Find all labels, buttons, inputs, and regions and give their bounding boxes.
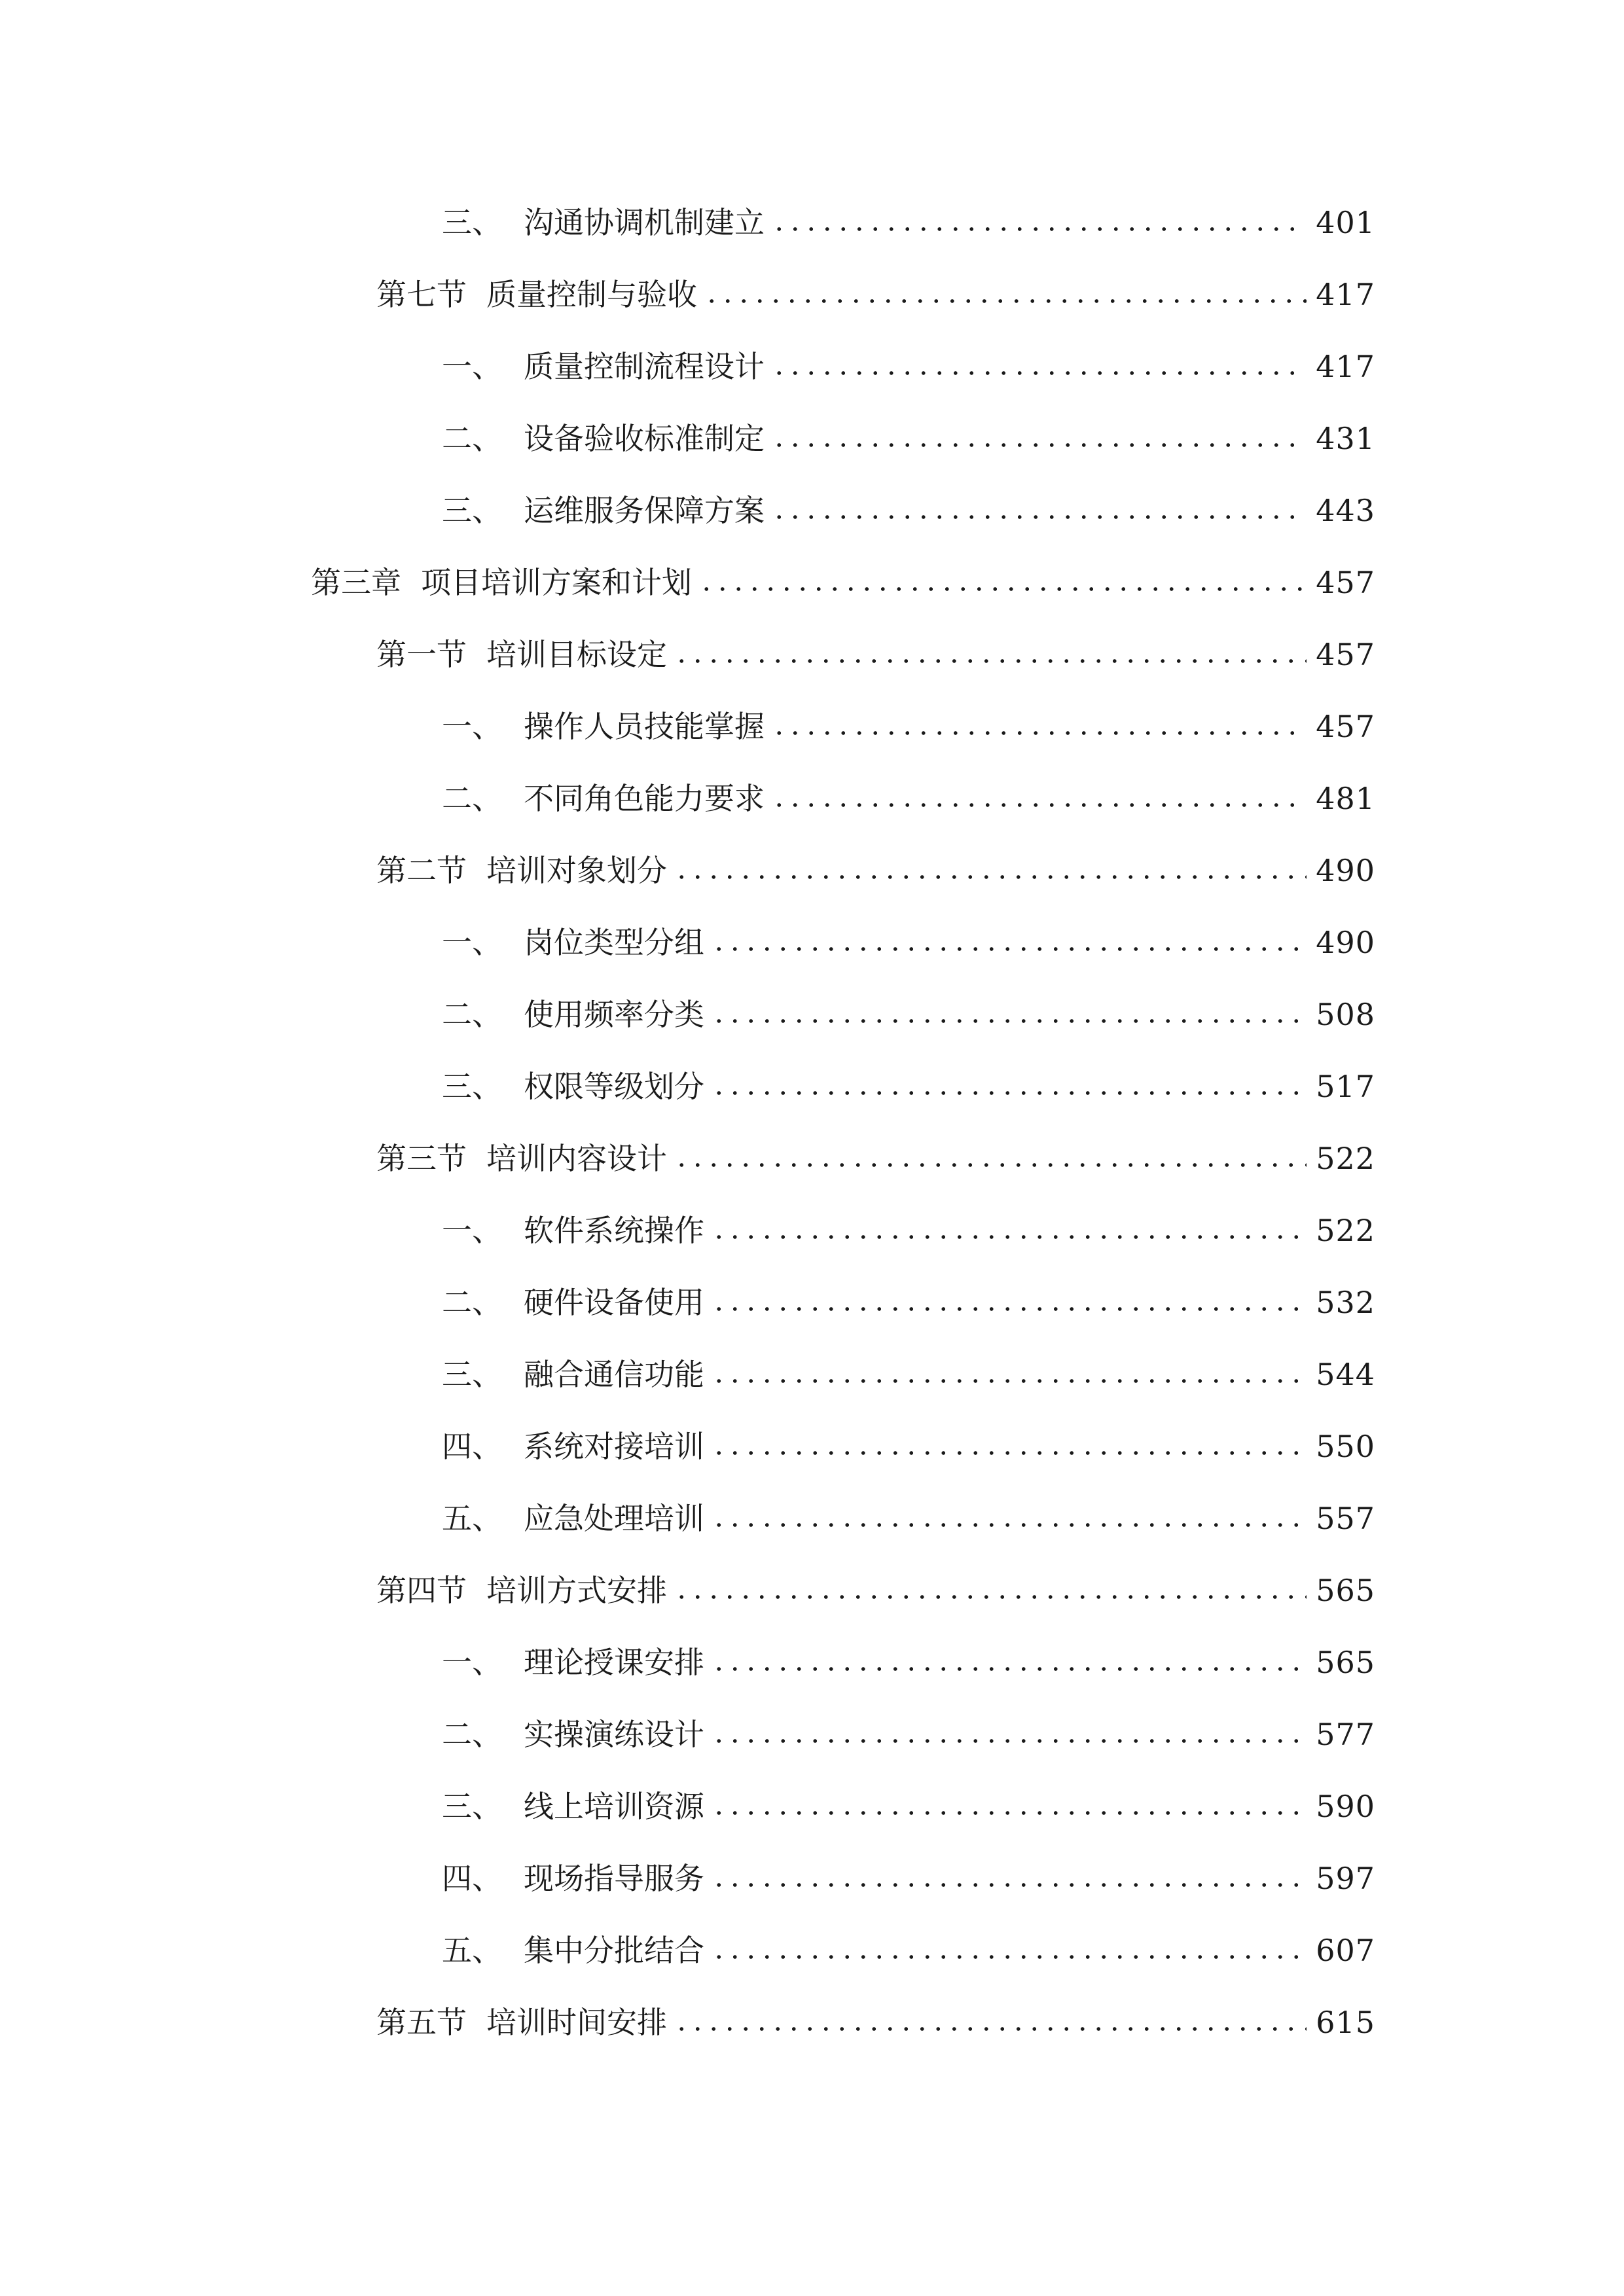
toc-dot-leader: [704, 299, 1307, 303]
toc-entry-number: 三、: [442, 493, 502, 528]
toc-entry[interactable]: [0, 978, 1624, 1050]
toc-entry[interactable]: [0, 259, 1624, 331]
toc-dot-leader: [674, 1595, 1307, 1599]
toc-entry[interactable]: [0, 1914, 1624, 1986]
toc-page-number: 522: [1316, 1213, 1375, 1248]
toc-page-number: 590: [1316, 1789, 1375, 1824]
toc-entry-number: 一、: [442, 1645, 502, 1680]
toc-entry-title: 现场指导服务: [524, 1861, 704, 1896]
toc-entry-label: [376, 1573, 667, 1608]
toc-dot-leader: [771, 515, 1307, 519]
toc-page-number: 457: [1316, 709, 1375, 744]
toc-entry-label: [442, 1789, 704, 1824]
toc-entry[interactable]: [0, 187, 1624, 259]
toc-entry-label: [442, 1861, 704, 1896]
table-of-contents: [0, 187, 1624, 2058]
toc-page-number: 532: [1316, 1285, 1375, 1320]
toc-entry[interactable]: [0, 1554, 1624, 1626]
toc-page-number: 565: [1316, 1645, 1375, 1680]
toc-page-number: 550: [1316, 1429, 1375, 1464]
toc-page-number: 565: [1316, 1573, 1375, 1608]
toc-dot-leader: [674, 875, 1307, 879]
toc-entry-number: 一、: [442, 709, 502, 744]
toc-dot-leader: [711, 1235, 1307, 1239]
toc-entry-label: [442, 1431, 704, 1462]
toc-entry-number: 三、: [442, 1789, 502, 1824]
toc-page-number: 457: [1316, 637, 1375, 672]
toc-page-number: 417: [1316, 277, 1375, 312]
toc-entry-title: 线上培训资源: [524, 1789, 704, 1824]
toc-entry-title: 培训目标设定: [486, 637, 667, 672]
toc-entry-number: 一、: [442, 925, 502, 960]
toc-dot-leader: [711, 1019, 1307, 1023]
toc-entry-number: 一、: [442, 1213, 502, 1248]
toc-entry[interactable]: [0, 906, 1624, 978]
toc-entry-title: 运维服务保障方案: [524, 493, 765, 528]
toc-entry-title: 硬件设备使用: [524, 1285, 704, 1320]
toc-dot-leader: [711, 1667, 1307, 1671]
toc-entry-number: 第三章: [311, 565, 401, 600]
toc-entry-number: 三、: [442, 1357, 502, 1392]
toc-entry-title: 使用频率分类: [524, 997, 704, 1032]
toc-page-number: 490: [1316, 925, 1375, 960]
toc-entry-label: [376, 1143, 667, 1174]
toc-entry[interactable]: [0, 762, 1624, 834]
toc-dot-leader: [771, 731, 1307, 735]
toc-page-number: 615: [1316, 2005, 1375, 2040]
toc-entry-number: 二、: [442, 781, 502, 816]
toc-dot-leader: [711, 1883, 1307, 1887]
toc-entry-label: [442, 711, 765, 742]
toc-entry-label: [442, 351, 765, 382]
toc-entry-label: [442, 1071, 704, 1102]
toc-entry-title: 融合通信功能: [524, 1357, 704, 1392]
toc-entry-title: 沟通协调机制建立: [524, 205, 765, 240]
toc-entry-title: 系统对接培训: [524, 1429, 704, 1464]
toc-entry[interactable]: [0, 1698, 1624, 1770]
toc-entry-title: 操作人员技能掌握: [524, 709, 765, 744]
toc-entry[interactable]: [0, 1194, 1624, 1266]
toc-dot-leader: [771, 371, 1307, 375]
toc-page-number: 517: [1316, 1069, 1375, 1104]
toc-entry-number: 第一节: [376, 637, 467, 672]
toc-entry-title: 岗位类型分组: [524, 925, 704, 960]
toc-entry[interactable]: [0, 1770, 1624, 1842]
toc-entry-title: 权限等级划分: [524, 1069, 704, 1104]
toc-entry-title: 质量控制与验收: [486, 277, 697, 312]
toc-entry[interactable]: [0, 834, 1624, 906]
toc-entry-title: 软件系统操作: [524, 1213, 704, 1248]
toc-entry-number: 五、: [442, 1501, 502, 1536]
toc-page-number: 508: [1316, 997, 1375, 1032]
toc-dot-leader: [771, 803, 1307, 807]
toc-entry-number: 四、: [442, 1429, 502, 1464]
toc-entry-title: 实操演练设计: [524, 1717, 704, 1752]
toc-entry-label: [442, 783, 765, 814]
toc-entry-number: 第五节: [376, 2005, 467, 2040]
toc-entry-label: [442, 927, 704, 958]
toc-entry-title: 项目培训方案和计划: [421, 565, 692, 600]
toc-dot-leader: [771, 443, 1307, 447]
toc-dot-leader: [674, 2027, 1307, 2031]
toc-entry-number: 五、: [442, 1933, 502, 1968]
toc-entry[interactable]: [0, 1842, 1624, 1914]
toc-entry-title: 不同角色能力要求: [524, 781, 765, 816]
toc-entry-number: 第二节: [376, 853, 467, 888]
toc-page-number: 522: [1316, 1141, 1375, 1176]
toc-entry-title: 集中分批结合: [524, 1933, 704, 1968]
toc-entry[interactable]: [0, 1266, 1624, 1338]
toc-entry-number: 第七节: [376, 277, 467, 312]
toc-entry-number: 二、: [442, 421, 502, 456]
toc-entry[interactable]: [0, 1050, 1624, 1122]
toc-dot-leader: [711, 947, 1307, 951]
toc-entry-title: 质量控制流程设计: [524, 349, 765, 384]
toc-dot-leader: [711, 1523, 1307, 1527]
toc-entry-title: 应急处理培训: [524, 1501, 704, 1536]
toc-entry-number: 二、: [442, 1285, 502, 1320]
toc-entry[interactable]: [0, 547, 1624, 619]
toc-entry-title: 培训内容设计: [486, 1141, 667, 1176]
toc-page-number: 401: [1316, 205, 1375, 240]
toc-page-number: 490: [1316, 853, 1375, 888]
toc-entry-label: [442, 1359, 704, 1390]
toc-dot-leader: [674, 659, 1307, 663]
toc-entry-label: [442, 1717, 704, 1752]
toc-dot-leader: [698, 587, 1307, 591]
toc-entry[interactable]: [0, 619, 1624, 691]
toc-page-number: 457: [1316, 565, 1375, 600]
toc-entry-label: [376, 855, 667, 886]
toc-entry-label: [442, 207, 765, 238]
toc-entry[interactable]: [0, 475, 1624, 547]
toc-page-number: 607: [1316, 1933, 1375, 1968]
toc-dot-leader: [711, 1307, 1307, 1311]
toc-entry[interactable]: [0, 331, 1624, 403]
toc-dot-leader: [711, 1955, 1307, 1959]
toc-entry-number: 二、: [442, 1717, 502, 1752]
toc-entry-title: 设备验收标准制定: [524, 421, 765, 456]
toc-entry-number: 三、: [442, 205, 502, 240]
toc-page-number: 577: [1316, 1717, 1375, 1752]
toc-dot-leader: [674, 1163, 1307, 1167]
toc-entry-label: [442, 1503, 704, 1534]
toc-entry-label: [376, 279, 697, 310]
toc-entry-label: [376, 2005, 667, 2040]
toc-entry-title: 培训时间安排: [486, 2005, 667, 2040]
toc-entry[interactable]: [0, 1482, 1624, 1554]
toc-page-number: 481: [1316, 781, 1375, 816]
toc-entry-label: [442, 495, 765, 526]
toc-dot-leader: [711, 1739, 1307, 1743]
toc-entry-label: [311, 567, 692, 598]
toc-entry-label: [442, 1215, 704, 1246]
toc-entry[interactable]: [0, 1986, 1624, 2058]
toc-dot-leader: [771, 227, 1307, 231]
toc-dot-leader: [711, 1811, 1307, 1815]
toc-page-number: 557: [1316, 1501, 1375, 1536]
toc-dot-leader: [711, 1091, 1307, 1095]
toc-entry[interactable]: [0, 1338, 1624, 1410]
toc-dot-leader: [711, 1379, 1307, 1383]
toc-entry[interactable]: [0, 1122, 1624, 1194]
toc-entry-number: 一、: [442, 349, 502, 384]
toc-entry[interactable]: [0, 1410, 1624, 1482]
toc-entry[interactable]: [0, 403, 1624, 475]
toc-entry-label: [442, 1287, 704, 1318]
toc-entry-label: [442, 423, 765, 454]
toc-entry-number: 三、: [442, 1069, 502, 1104]
toc-page-number: 443: [1316, 493, 1375, 528]
toc-entry-number: 第三节: [376, 1141, 467, 1176]
toc-entry-title: 培训方式安排: [486, 1573, 667, 1608]
toc-entry-label: [376, 639, 667, 670]
toc-entry[interactable]: [0, 691, 1624, 762]
toc-entry-label: [442, 1933, 704, 1968]
toc-entry-number: 第四节: [376, 1573, 467, 1608]
toc-entry-title: 理论授课安排: [524, 1645, 704, 1680]
toc-entry-number: 四、: [442, 1861, 502, 1896]
toc-entry-label: [442, 1645, 704, 1680]
toc-entry-label: [442, 999, 704, 1030]
toc-page-number: 417: [1316, 349, 1375, 384]
toc-entry[interactable]: [0, 1626, 1624, 1698]
toc-dot-leader: [711, 1451, 1307, 1455]
toc-entry-number: 二、: [442, 997, 502, 1032]
toc-page-number: 597: [1316, 1861, 1375, 1896]
toc-page-number: 544: [1316, 1357, 1375, 1392]
toc-page-number: 431: [1316, 421, 1375, 456]
toc-entry-title: 培训对象划分: [486, 853, 667, 888]
